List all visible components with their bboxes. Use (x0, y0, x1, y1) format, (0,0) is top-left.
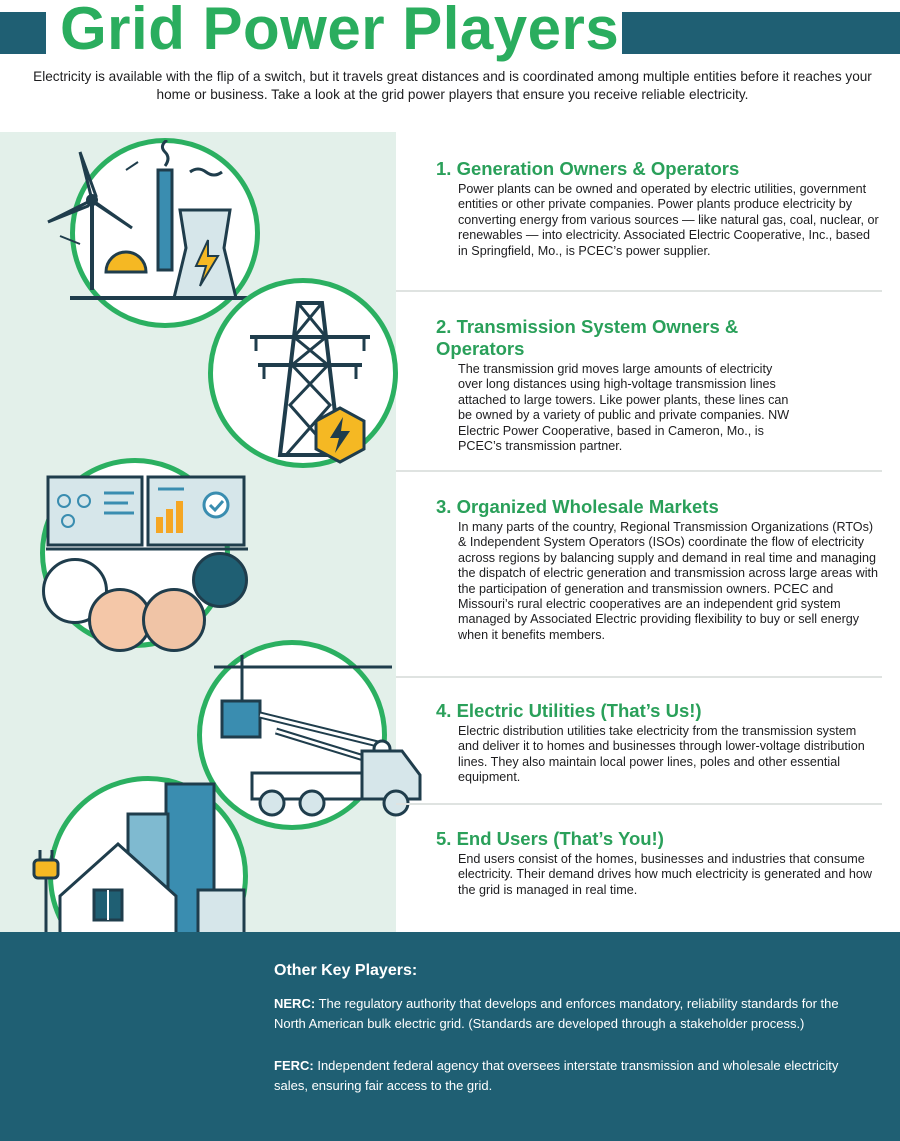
intro-text: Electricity is available with the flip of a switch, but it travels great distances and is coordinated among multiple entities before it reaches your home or business. Take a look at the grid power players that ensure you receive reliable electricity. (33, 69, 872, 102)
operator-avatar-3 (142, 588, 206, 652)
ferc-text: Independent federal agency that oversees interstate transmission and wholesale electricity sales, ensuring fair access to the grid. (274, 1058, 839, 1093)
player-description: In many parts of the country, Regional Transmission Organizations (RTOs) & Independent System Operators (ISOs) coordinate the flow of electricity across regions by balancing supply and demand in real time and managing the dispatch of electric generation and transmission across large areas with the participation of generation and transmission owners. PCEC and Missouri’s rural electric cooperatives are an independent grid system managed by Associated Electric providing flexibility to buy or sell energy when it benefits members. (458, 520, 879, 642)
player-description: End users consist of the homes, businesses and industries that consume electricity. Their demand drives how much electricity is generated and how the grid is managed in real time. (458, 852, 872, 897)
player-item-wholesale-markets (436, 496, 880, 643)
page-title: Grid Power Players (60, 0, 620, 62)
header-accent-bar-right (622, 12, 900, 54)
player-description: Electric distribution utilities take electricity from the transmission system and deliver it to homes and businesses through lower-voltage distribution lines. They also maintain local power lines, poles and other essential equipment. (458, 724, 865, 785)
operator-avatar-4 (192, 552, 248, 608)
player-description: The transmission grid moves large amounts of electricity over long distances using high-voltage transmission lines attached to large towers. Like power plants, these lines can be owned by a variety of public and private companies. NW Electric Power Cooperative, based in Cameron, Mo., is PCEC’s transmission partner. (458, 362, 790, 454)
player-item-generation (436, 158, 880, 259)
other-key-players-section (0, 932, 900, 1141)
header-accent-bar-left (0, 12, 46, 54)
player-heading: 2. Transmission System Owners & Operators (436, 316, 739, 359)
nerc-label: NERC: (274, 996, 316, 1011)
section-divider (396, 290, 882, 292)
player-heading: 5. End Users (That’s You!) (436, 828, 664, 849)
ferc-description (274, 1056, 859, 1095)
nerc-text: The regulatory authority that develops and enforces mandatory, reliability standards for the North American bulk electric grid. (Standards are developed through a stakeholder process.) (274, 996, 839, 1031)
other-players-heading: Other Key Players: (274, 962, 418, 979)
ferc-label: FERC: (274, 1058, 314, 1073)
player-item-transmission (436, 316, 880, 454)
nerc-description (274, 994, 859, 1033)
section-divider (396, 676, 882, 678)
player-heading: 1. Generation Owners & Operators (436, 158, 740, 179)
control-room-illustration (44, 473, 254, 553)
section-divider (396, 470, 882, 472)
player-item-electric-utilities (436, 700, 880, 786)
home-building-illustration (48, 780, 248, 955)
section-divider (396, 803, 882, 805)
player-item-end-users (436, 828, 880, 898)
player-heading: 3. Organized Wholesale Markets (436, 496, 719, 517)
lightning-bolt-icon (312, 405, 368, 465)
player-description: Power plants can be owned and operated by electric utilities, government entities or other private companies. Power plants produce electricity by converting energy from various sources — like natural gas, coal, nuclear, or renewables — into electricity. Associated Electric Cooperative, Inc., based in Springfield, Mo., is PCEC’s power supplier. (458, 182, 879, 258)
player-heading: 4. Electric Utilities (That’s Us!) (436, 700, 702, 721)
power-plant-illustration (40, 140, 270, 310)
